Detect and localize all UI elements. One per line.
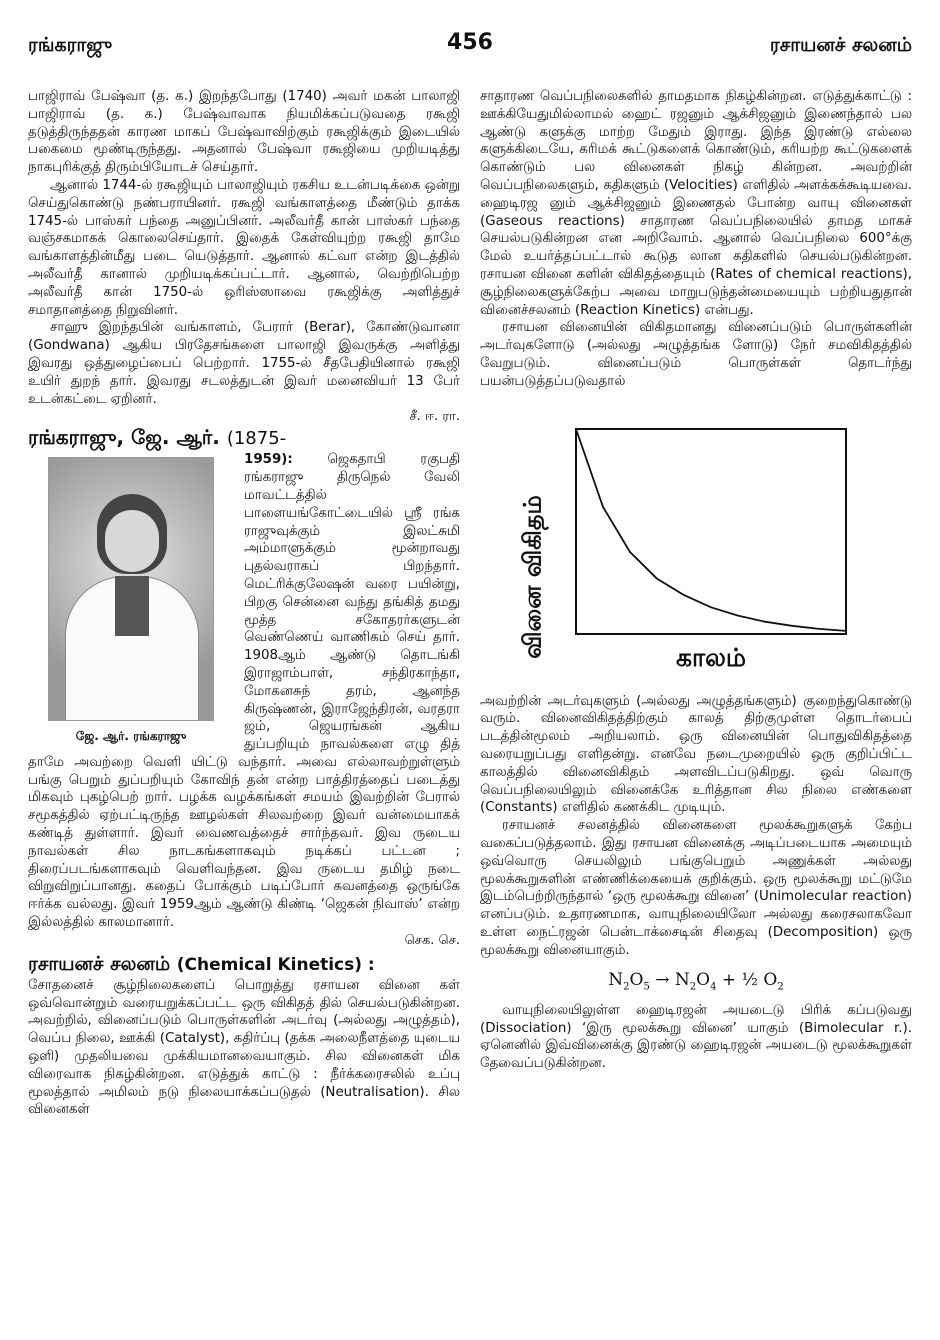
paragraph: ஆனால் 1744-ல் ரகூஜியும் பாலாஜியும் ரகசிய உடன்படிக்கை ஒன்று செய்துகொண்டு நண்பராயினர். ரகூஜி வங்காளத்தை மீண்டும் தாக்க 1745-ல் பாஸ்கர் பந்தை அனுப்பினர். அலீவர்தீ கான் பாஸ்கர் பந்தை வஞ்சகமாகக் கொலைசெய்தார். இதைக் கேள்வியுற்ற ரகூஜி தாமே வங்காளத்தின்மீது படை யெடுத்தார். ஆனால் கட்வா என்ற இடத்தில் அலீவர்தீ கானால் முறியடிக்கப்பட்டார். ஆனால், வெற்றிபெற்ற அலீவர்தீ கான் 1750-ல் ஒரிஸ்ஸாவை ரகூஜிக்கு அளித்துச் சமாதானத்தை நிறுவினர். bbox=[28, 177, 460, 318]
paragraph: ரசாயன வினையின் விகிதமானது வினைப்படும் பொருள்களின் அடர்வுகளோடு (அல்லது அழுத்தங்க ளோடு) நேர் சமவிகிதத்தில் வேறுபடும். வினைப்படும் பொருள்கள் தொடர்ந்து பயன்படுத்தப்படுவதால் bbox=[480, 320, 912, 389]
paragraph: ரசாயனச் சலனத்தில் வினைகளை மூலக்கூறுகளுக் கேற்ப வகைப்படுத்தலாம். இது ரசாயன வினைக்கு அடிப்படையாக அமையும் ஒவ்வொரு செயலிலும் பங்குபெறும் அணுக்கள் அல்லது மூலக்கூறுகளின் எண்ணிக்கையைக் குறிக்கும். ஒரு மூலக்கூறு மட்டுமே இடம்பெற்றிருந்தால் ‘ஒரு மூலக்கூறு வினை’ (Unimolecular reaction) எனப்படும். உதாரணமாக, வாயுநிலையிலோ அல்லது கரைசலாகவோ உள்ள நைட்ரஜன் பென்டாக்சைடின் சிதைவு (Decomposition) ஒரு மூலக்கூறு வினையாகும். bbox=[480, 818, 912, 958]
arrow-icon: → bbox=[655, 969, 670, 990]
right-column bbox=[480, 88, 912, 1073]
chart-x-axis-label: காலம் bbox=[676, 642, 746, 672]
entry-heading bbox=[28, 425, 460, 451]
entry-heading bbox=[28, 953, 460, 977]
entry-title: ரங்கராஜு, ஜே. ஆர். bbox=[28, 425, 220, 450]
chart-frame bbox=[576, 429, 846, 634]
portrait-figure bbox=[28, 457, 234, 745]
entry-text: ஜெகதாபி ரகுபதி ரங்கராஜு திருநெல் வேலி மாவட்டத்தில் பாளையங்கோட்டையில் ஸ்ரீ ரங்க ராஜுவுக்கும் இலட்சுமி அம்மாளுக்கும் மூன்றாவது புதல்வராகப் பிறந்தார். மெட்ரிக்குலேஷன் வரை பயின்று, பிறகு சென்னை வந்து தங்கித் தமது மூத்த சகோதரர்களுடன் வெண்ணெய் வாணிகம் செய் தார். 1908ஆம் ஆண்டு தொடங்கி இராஜாம்பாள், சந்திரகாந்தா, மோகனசுந் தரம், ஆனந்த கிருஷ்ணன், இராஜேந்திரன், வரதரா ஜம், ஜெயரங்கன் ஆகிய துப்பறியும் நாவல்களை எழு தித் தாமே அவற்றை வெளி யிட்டு வந்தார். அவை எல்லாவற்றுள்ளும் பங்கு பெறும் துப்பறியும் கோவிந் தன் என்ற பாத்திரத்தைப் படைத்து மிகவும் புகழ்பெற் றார். பழக்க வழக்கங்கள் சமயம் இவற்றின் பேரால் சமூகத்தில் ஏற்பட்டிருந்த ஊழல்கள் சிலவற்றை இவர் வன்மையாகக் கண்டித் துள்ளார். இவர் வைணவத்தைச் சார்ந்தவர். இவ ருடைய நாவல்கள் சில நாடகங்களாகவும் நடிக்கப் பட்டன ; திரைப்படங்களாகவும் வெளிவந்தன. இவ ருடைய தமிழ் நடை விறுவிறுப்பானது. கதைப் போக்கும் படிப்போர் கவனத்தை ஒருங்கே ஈர்க்க வல்லது. இவர் 1959ஆம் ஆண்டு கிண்டி ‘ஜெகன் நிவாஸ்’ என்ற இல்லத்தில் காலமானார். bbox=[28, 452, 460, 931]
paragraph: சாஹு இறந்தபின் வங்காளம், பேரார் (Berar), கோண்டுவானா (Gondwana) ஆகிய பிரதேசங்களை பாலாஜி இவருக்கு அளித்து இவரது ஒத்துழைப்பைப் பெற்றார். 1755-ல் சீதபேதியினால் ரகூஜி உயிர் துறந் தார். இவரது சடலத்துடன் இவர் மனைவியர் 13 பேர் உடன்கட்டை ஏறினர். bbox=[28, 320, 460, 407]
chemical-equation: $N_2O_5 \to N_2O_4$ + ½ $O_2$ bbox=[608, 969, 784, 992]
header-running-title-right: ரசாயனச் சலனம் bbox=[769, 34, 912, 56]
photo-caption: ஜே. ஆர். ரங்கராஜு bbox=[75, 729, 187, 744]
author-signature: செக. செ. bbox=[404, 932, 460, 948]
header-running-title-left: ரங்கராஜு bbox=[28, 34, 113, 56]
paragraph: சாதாரண வெப்பநிலைகளில் தாமதமாக நிகழ்கின்றன. எடுத்துக்காட்டு : ஊக்கியேதுமில்லாமல் ஹைட் ரஜனும் ஆக்சிஜனும் இணைந்தால் பல ஆண்டு களுக்கு மாற்ற மேதும் இராது. இந்த இரண்டு எல்லை களுக்கிடையே, கரிமக் கூட்டுகளைக் கொண்டும், கரியற்ற கூட்டுகளைக் கொண்டும் பல வினைகள் நிகழ் கின்றன. அவற்றின் வெப்பநிலைகளும், கதிகளும் (Velocities) எளிதில் அளக்கக்கூடியவை. ஹைடிரஜ னும் ஆக்சிஜனும் இணைதல் போன்ற வாயு வினைகள் (Gaseous reactions) சாதாரண வெப்பநிலையில் தாமத மாகச் செயல்படுகின்றன என அறிவோம். ஆனால் வெப்பநிலை 600°க்கு மேல் உயர்த்தப்பட்டால் கூடுத லான கதிகளில் செயல்படுகின்றன. ரசாயன வினை களின் விகிதத்தையும் (Rates of chemical reactions), சூழ்நிலைகளுக்கேற்ப அவை மாறுபடுந்தன்மையையும் பற்றியதுதான் வினைச்சலனம் (Reaction Kinetics) என்பது. bbox=[480, 89, 912, 318]
paragraph: பாஜிராவ் பேஷ்வா (த. க.) இறந்தபோது (1740) அவர் மகன் பாலாஜி பாஜிராவ் (த. க.) பேஷ்வாவாக நியமிக்கப்படுவதை ரகூஜி தடுத்திருந்ததன் காரண மாகப் பேஷ்வாவிற்கும் ரகூஜிக்கும் இடையில் பகைமை மூண்டிருந்தது. அதனால் பேஷ்வா ரகூஜியை முறியடித்து நாகபுரிக்குத் திரும்பியோடச் செய்தார். bbox=[28, 89, 460, 176]
left-column bbox=[28, 88, 460, 1119]
entry-title: ரசாயனச் சலனம் bbox=[28, 952, 171, 975]
entry-text: சோதனைச் சூழ்நிலைகளைப் பொறுத்து ரசாயன வினை கள் ஒவ்வொன்றும் வரையறுக்கப்பட்ட ஒரு விகிதத் தில் செயல்படுகின்றன. அவற்றில், வினைப்படும் பொருள்களின் அடர்வு (அல்லது அழுத்தம்), வெப்ப நிலை, ஊக்கி (Catalyst), கதிர்ப்பு (தக்க அலைநீளத்தை யுடைய ஒளி) முதலியவை முக்கியமானவையாகும். சில வினைகள் மிக விரைவாக நிகழ்கின்றன. எடுத்துக் காட்டு : நீர்க்கரைசலில் உப்பு மூலத்தால் அமிலம் நடு நிலையாக்கப்படுதல் (Neutralisation). சில வினைகள் bbox=[28, 977, 460, 1118]
paragraph: அவற்றின் அடர்வுகளும் (அல்லது அழுத்தங்களும்) குறைந்துகொண்டு வரும். வினைவிகிதத்திற்கும் காலத் திற்குமுள்ள தொடர்பைப் படத்தின்மூலம் அறியலாம். ஒரு வினையின் பொதுவிகிதத்தை வரையறுப்பது எளிதன்று. எனவே நடைமுறையில் ஒரு குறிப்பிட்ட காலத்தில் வினைவிகிதம் அளவிடப்படுகிறது. ஒவ் வொரு வெப்பநிலையிலும் வினைக்கே உரித்தான சில நிலை எண்களை (Constants) எளிதில் கணக்கிட முடியும். bbox=[480, 693, 912, 816]
series-line-0 bbox=[576, 429, 846, 631]
chart-y-axis-label: வினை விகிதம் bbox=[518, 494, 547, 659]
paragraph: வாயுநிலையிலுள்ள ஹைடிரஜன் அயடைடு பிரிக் கப்படுவது (Dissociation) ‘இரு மூலக்கூறு வினை’ யாகும் (Bimolecular r.). ஏனெனில் இவ்வினைக்கு இரண்டு ஹைடிரஜன் அயடைடு மூலக்கூறுகள் தேவைப்படுகின்றன. bbox=[480, 1002, 912, 1072]
entry-title-english: (Chemical Kinetics) : bbox=[176, 954, 375, 975]
page-number: 456 bbox=[447, 30, 493, 55]
portrait-photo bbox=[48, 457, 214, 721]
entry-years-end: 1959): bbox=[244, 452, 293, 468]
author-signature: சீ. ஈ. ரா. bbox=[409, 409, 460, 425]
rate-time-chart bbox=[480, 415, 912, 681]
entry-years: (1875- bbox=[226, 428, 287, 450]
page-header bbox=[28, 30, 912, 68]
